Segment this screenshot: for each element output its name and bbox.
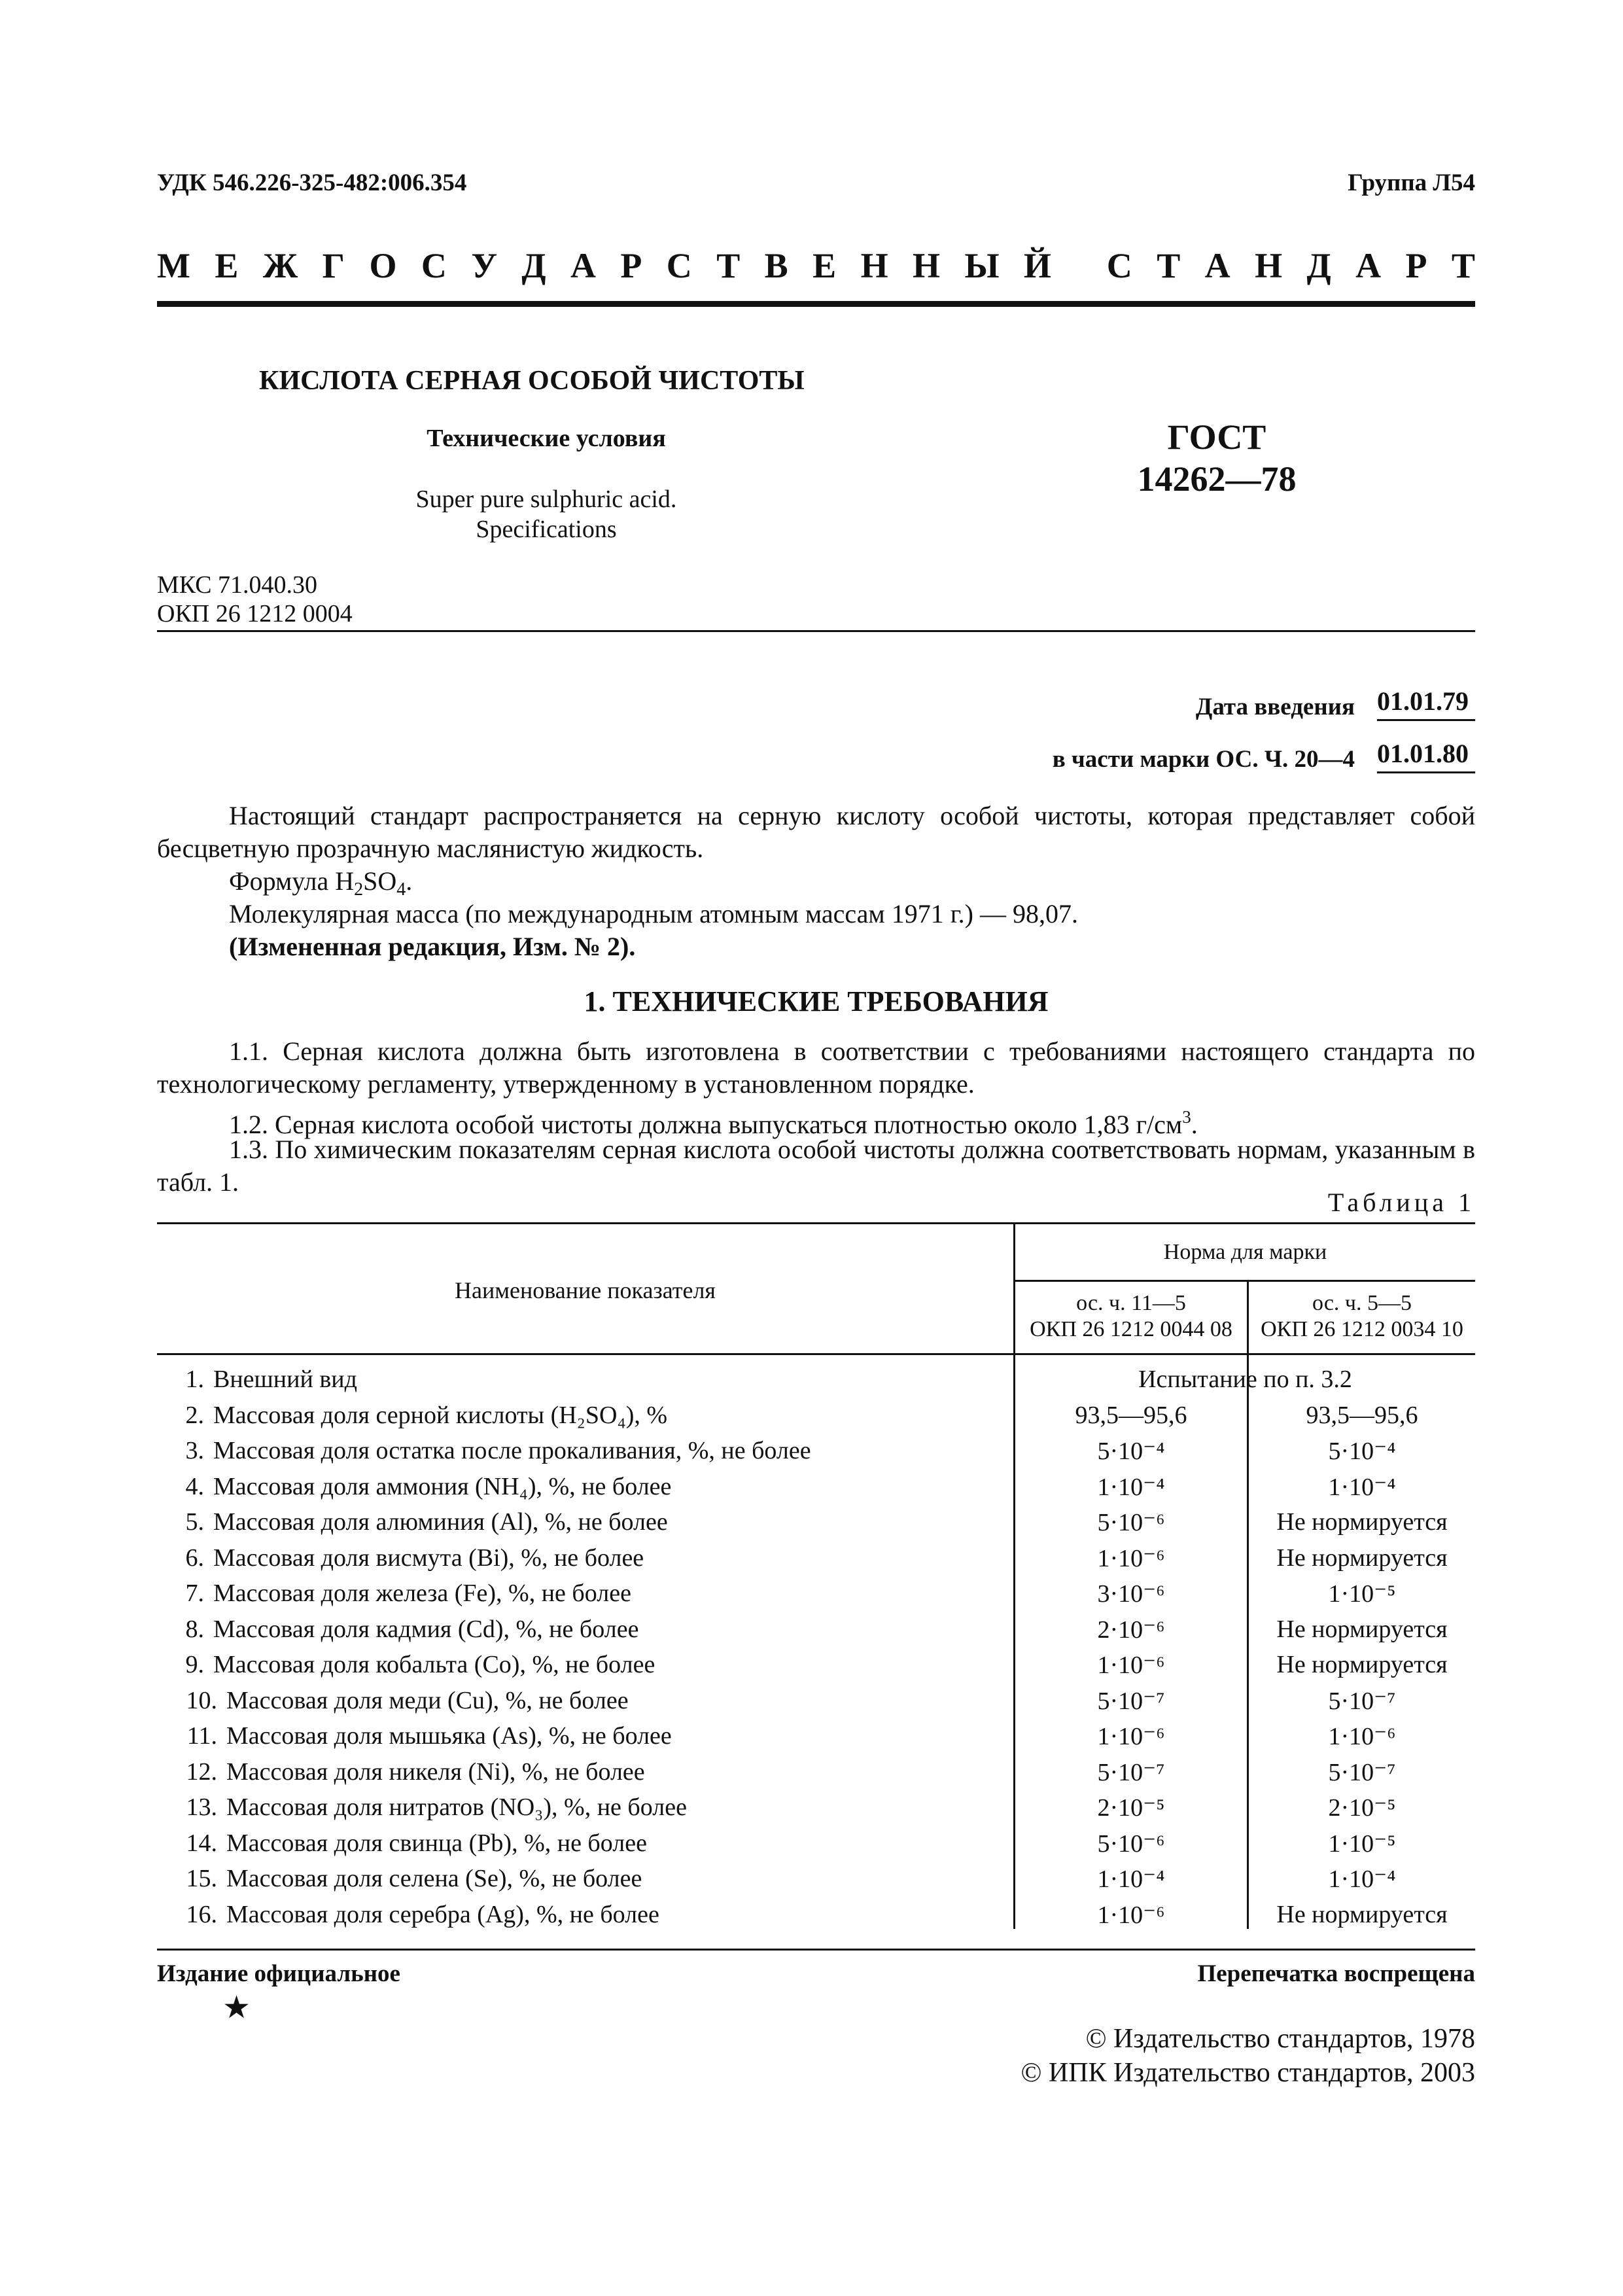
row-number: 4. bbox=[185, 1472, 204, 1500]
banner-letter: Ы bbox=[964, 246, 1000, 285]
row-value-mark2: 1·10⁻⁵ bbox=[1328, 1580, 1396, 1608]
gost-label: ГОСТ bbox=[1167, 417, 1266, 457]
banner-letter: Д bbox=[1306, 246, 1331, 285]
row-number: 3. bbox=[185, 1437, 204, 1464]
row-value-mark1: 5·10⁻⁶ bbox=[1097, 1829, 1165, 1858]
row-indicator-name bbox=[157, 1686, 629, 1715]
date-intro-row bbox=[1053, 669, 1475, 721]
banner-letter: Д bbox=[521, 246, 546, 285]
row-value-mark2: 1·10⁻⁵ bbox=[1328, 1829, 1396, 1858]
banner-letter: С bbox=[1106, 246, 1132, 285]
mark1-name: ос. ч. 11—5 bbox=[1076, 1291, 1186, 1315]
row-label: Массовая доля селена (Se), %, не более bbox=[226, 1865, 642, 1892]
date-part-value: 01.01.80 bbox=[1377, 738, 1475, 773]
banner-letter: Г bbox=[322, 246, 345, 285]
row-value-mark1: 5·10⁻⁷ bbox=[1097, 1687, 1165, 1715]
amendment-note: (Измененная редакция, Изм. № 2). bbox=[229, 932, 636, 961]
row-label: Массовая доля кадмия (Cd), %, не более bbox=[213, 1615, 639, 1643]
effective-dates bbox=[1053, 669, 1475, 773]
row-indicator-name bbox=[157, 1793, 687, 1822]
row-indicator-name bbox=[157, 1401, 667, 1430]
row-value-mark1: 2·10⁻⁶ bbox=[1097, 1616, 1165, 1644]
row-label: Массовая доля железа (Fe), %, не более bbox=[213, 1580, 631, 1607]
row-number: 6. bbox=[185, 1544, 204, 1572]
row-number: 16. bbox=[186, 1900, 217, 1928]
table-header-rule bbox=[157, 1353, 1475, 1355]
row-indicator-name bbox=[157, 1757, 645, 1786]
section-heading: 1. ТЕХНИЧЕСКИЕ ТРЕБОВАНИЯ bbox=[584, 985, 1049, 1017]
english-title-line1: Super pure sulphuric acid. bbox=[415, 486, 677, 513]
okp-code: ОКП 26 1212 0004 bbox=[157, 600, 353, 627]
group-code: Группа Л54 bbox=[1348, 169, 1475, 196]
molecular-mass: Молекулярная масса (по международным атомным массам 1971 г.) — 98,07. bbox=[229, 899, 1078, 928]
banner-letter: А bbox=[1355, 246, 1382, 285]
row-value-mark1: 1·10⁻⁶ bbox=[1097, 1651, 1165, 1679]
formula-end: . bbox=[406, 866, 413, 896]
table-row bbox=[157, 1829, 1475, 1865]
row-label: Массовая доля кобальта (Co), %, не более bbox=[213, 1651, 655, 1678]
banner-letter: Н bbox=[913, 246, 941, 285]
row-value-mark1: 1·10⁻⁶ bbox=[1097, 1901, 1165, 1929]
banner-letter: Й bbox=[1023, 246, 1051, 285]
date-intro-label: Дата введения bbox=[1195, 694, 1355, 720]
date-part-label: в части марки ОС. Ч. 20—4 bbox=[1052, 746, 1355, 773]
clause-1-1: 1.1. Серная кислота должна быть изготовлена в соответствии с требованиями настоящего стандарта по технологическому регламенту, утвержденному в установленном порядке. bbox=[157, 1036, 1475, 1099]
row-value-mark2: Не нормируется bbox=[1276, 1544, 1448, 1572]
banner-letter: С bbox=[421, 246, 447, 285]
footer-rule bbox=[157, 1949, 1475, 1951]
banner-rule bbox=[157, 301, 1475, 307]
table-row bbox=[157, 1615, 1475, 1651]
row-label: Массовая доля остатка после прокаливания, %, не более bbox=[213, 1437, 811, 1464]
row-label: Массовая доля меди (Cu), %, не более bbox=[226, 1686, 629, 1714]
clause-1-2-text: 1.2. Серная кислота особой чистоты должна выпускаться плотностью около 1,83 г/см bbox=[229, 1110, 1183, 1139]
mks-code: МКС 71.040.30 bbox=[157, 571, 318, 599]
banner-letter: А bbox=[570, 246, 596, 285]
table-row bbox=[157, 1650, 1475, 1686]
row-label: Массовая доля серной кислоты (H₂SO₄), % bbox=[213, 1401, 668, 1429]
udc-code: УДК 546.226-325-482:006.354 bbox=[157, 169, 467, 196]
banner-letter: Е bbox=[812, 246, 837, 285]
row-value-mark1: 3·10⁻⁶ bbox=[1097, 1580, 1165, 1608]
table-row bbox=[157, 1401, 1475, 1437]
row-label: Массовая доля мышьяка (As), %, не более bbox=[226, 1722, 672, 1750]
star-icon: ★ bbox=[222, 1990, 251, 2025]
header-rule bbox=[157, 630, 1475, 632]
table-caption: Таблица 1 bbox=[1327, 1188, 1475, 1217]
row-indicator-name bbox=[157, 1615, 638, 1644]
row-value-mark1: 1·10⁻⁶ bbox=[1097, 1723, 1165, 1750]
formula-text-mid: SO bbox=[363, 866, 397, 896]
banner-letter: Н bbox=[1255, 246, 1283, 285]
banner-letter: Т bbox=[716, 246, 741, 285]
intro-paragraph: Настоящий стандарт распространяется на серную кислоту особой чистоты, которая представляет собой бесцветную прозрачную маслянистую жидкость. bbox=[157, 801, 1475, 863]
row-indicator-name bbox=[157, 1650, 655, 1679]
row-indicator-name bbox=[157, 1829, 647, 1858]
standard-banner bbox=[157, 245, 1475, 286]
table-row bbox=[157, 1900, 1475, 1936]
banner-letter: Р bbox=[1405, 246, 1427, 285]
banner-letter: Н bbox=[860, 246, 888, 285]
table-top-rule bbox=[157, 1222, 1475, 1224]
col-header-mark2 bbox=[1249, 1290, 1475, 1343]
table-row bbox=[157, 1722, 1475, 1757]
row-value-both: Испытание по п. 3.2 bbox=[1138, 1366, 1352, 1393]
document-subtitle: Технические условия bbox=[427, 425, 666, 452]
copyright-2003: © ИПК Издательство стандартов, 2003 bbox=[1021, 2058, 1475, 2088]
row-number: 15. bbox=[186, 1865, 217, 1892]
row-value-mark2: 1·10⁻⁴ bbox=[1328, 1865, 1396, 1893]
row-label: Массовая доля свинца (Pb), %, не более bbox=[226, 1829, 647, 1857]
table-row bbox=[157, 1757, 1475, 1793]
row-indicator-name bbox=[157, 1900, 659, 1929]
col-header-norm: Норма для марки bbox=[1163, 1240, 1327, 1264]
banner-letter: О bbox=[369, 246, 397, 285]
english-title bbox=[262, 484, 831, 544]
row-value-mark1: 1·10⁻⁶ bbox=[1097, 1544, 1165, 1572]
banner-letter: А bbox=[1204, 246, 1230, 285]
english-title-line2: Specifications bbox=[476, 516, 617, 543]
row-indicator-name bbox=[157, 1472, 671, 1501]
table-row bbox=[157, 1793, 1475, 1829]
banner-letter: М bbox=[157, 246, 190, 285]
banner-word-gap bbox=[1075, 245, 1082, 286]
col-header-mark1 bbox=[1015, 1290, 1247, 1343]
row-value-mark2: Не нормируется bbox=[1276, 1651, 1448, 1678]
table-row bbox=[157, 1579, 1475, 1615]
row-number: 9. bbox=[185, 1651, 204, 1678]
row-value-mark2: 2·10⁻⁵ bbox=[1328, 1794, 1396, 1822]
row-label: Внешний вид bbox=[213, 1366, 357, 1393]
row-number: 2. bbox=[185, 1401, 204, 1429]
official-edition: Издание официальное bbox=[157, 1960, 400, 1987]
row-number: 7. bbox=[185, 1580, 204, 1607]
row-value-mark2: 5·10⁻⁷ bbox=[1328, 1687, 1396, 1715]
table-row bbox=[157, 1508, 1475, 1544]
row-value-mark2: 1·10⁻⁶ bbox=[1328, 1723, 1396, 1750]
row-number: 8. bbox=[185, 1615, 204, 1643]
row-number: 10. bbox=[186, 1686, 217, 1714]
row-value-mark1: 5·10⁻⁴ bbox=[1097, 1438, 1165, 1465]
clause-1-3: 1.3. По химическим показателям серная кислота особой чистоты должна соответствовать нормам, указанным в табл. 1. bbox=[157, 1135, 1475, 1197]
row-value-mark1: 1·10⁻⁴ bbox=[1097, 1865, 1165, 1893]
table-row bbox=[157, 1365, 1475, 1401]
banner-letter: Е bbox=[215, 246, 239, 285]
clause-1-2-superscript: 3 bbox=[1182, 1107, 1191, 1127]
document-title: КИСЛОТА СЕРНАЯ ОСОБОЙ ЧИСТОТЫ bbox=[259, 366, 805, 396]
row-label: Массовая доля висмута (Bi), %, не более bbox=[213, 1544, 644, 1572]
table-norm-rule bbox=[1015, 1280, 1475, 1282]
date-part-row bbox=[1053, 721, 1475, 773]
table-row bbox=[157, 1686, 1475, 1722]
banner-letter: В bbox=[764, 246, 788, 285]
row-indicator-name bbox=[157, 1722, 672, 1750]
table-row bbox=[157, 1864, 1475, 1900]
row-number: 14. bbox=[186, 1829, 217, 1857]
row-label: Массовая доля серебра (Ag), %, не более bbox=[226, 1900, 659, 1928]
banner-letter: Т bbox=[1451, 246, 1475, 285]
banner-letter: Р bbox=[620, 246, 642, 285]
row-value-mark1: 93,5—95,6 bbox=[1075, 1401, 1187, 1429]
row-indicator-name bbox=[157, 1436, 811, 1465]
row-indicator-name bbox=[157, 1508, 668, 1536]
table-row bbox=[157, 1544, 1475, 1580]
mark1-okp: ОКП 26 1212 0044 08 bbox=[1030, 1317, 1232, 1341]
row-indicator-name bbox=[157, 1579, 631, 1608]
row-indicator-name bbox=[157, 1365, 357, 1394]
classification-codes bbox=[157, 571, 353, 628]
mark2-name: ос. ч. 5—5 bbox=[1312, 1291, 1412, 1315]
banner-letter: С bbox=[666, 246, 692, 285]
row-value-mark1: 5·10⁻⁶ bbox=[1097, 1509, 1165, 1536]
row-number: 13. bbox=[186, 1793, 217, 1821]
row-label: Массовая доля нитратов (NO₃), %, не более bbox=[226, 1793, 687, 1821]
banner-letter: Т bbox=[1157, 246, 1181, 285]
row-number: 11. bbox=[186, 1722, 217, 1750]
row-label: Массовая доля аммония (NH₄), %, не более bbox=[213, 1472, 672, 1500]
gost-code: 14262—78 bbox=[1137, 459, 1297, 499]
row-indicator-name bbox=[157, 1544, 644, 1572]
row-value-mark2: 1·10⁻⁴ bbox=[1328, 1473, 1396, 1501]
banner-letter: Ж bbox=[262, 246, 298, 285]
row-value-mark2: 93,5—95,6 bbox=[1306, 1401, 1418, 1429]
row-value-mark1: 5·10⁻⁷ bbox=[1097, 1758, 1165, 1786]
row-number: 1. bbox=[185, 1366, 204, 1393]
row-value-mark1: 1·10⁻⁴ bbox=[1097, 1473, 1165, 1501]
row-label: Массовая доля никеля (Ni), %, не более bbox=[226, 1757, 645, 1786]
mark2-okp: ОКП 26 1212 0034 10 bbox=[1261, 1317, 1463, 1341]
formula-subscript-1: 2 bbox=[354, 879, 364, 900]
row-value-mark2: Не нормируется bbox=[1276, 1900, 1448, 1928]
formula-text: Формула H bbox=[229, 866, 355, 896]
banner-letter: У bbox=[471, 246, 497, 285]
copyright-1978: © Издательство стандартов, 1978 bbox=[1085, 2024, 1475, 2054]
row-value-mark2: Не нормируется bbox=[1276, 1615, 1448, 1643]
row-number: 5. bbox=[185, 1508, 204, 1536]
row-value-mark2: 5·10⁻⁷ bbox=[1328, 1758, 1396, 1786]
table-row bbox=[157, 1472, 1475, 1508]
date-intro-value: 01.01.79 bbox=[1377, 686, 1475, 721]
row-label: Массовая доля алюминия (Al), %, не более bbox=[213, 1508, 668, 1536]
gost-number bbox=[1073, 416, 1361, 500]
row-indicator-name bbox=[157, 1864, 642, 1893]
col-header-name: Наименование показателя bbox=[455, 1277, 716, 1303]
row-number: 12. bbox=[186, 1757, 217, 1786]
table-row bbox=[157, 1436, 1475, 1472]
row-value-mark2: 5·10⁻⁴ bbox=[1328, 1438, 1396, 1465]
row-value-mark1: 2·10⁻⁵ bbox=[1097, 1794, 1165, 1822]
formula-subscript-2: 4 bbox=[396, 879, 406, 900]
row-value-mark2: Не нормируется bbox=[1276, 1508, 1448, 1536]
copyright-block bbox=[1021, 2022, 1475, 2090]
reprint-prohibited: Перепечатка воспрещена bbox=[1197, 1960, 1475, 1987]
clause-1-2-end: . bbox=[1191, 1110, 1198, 1139]
